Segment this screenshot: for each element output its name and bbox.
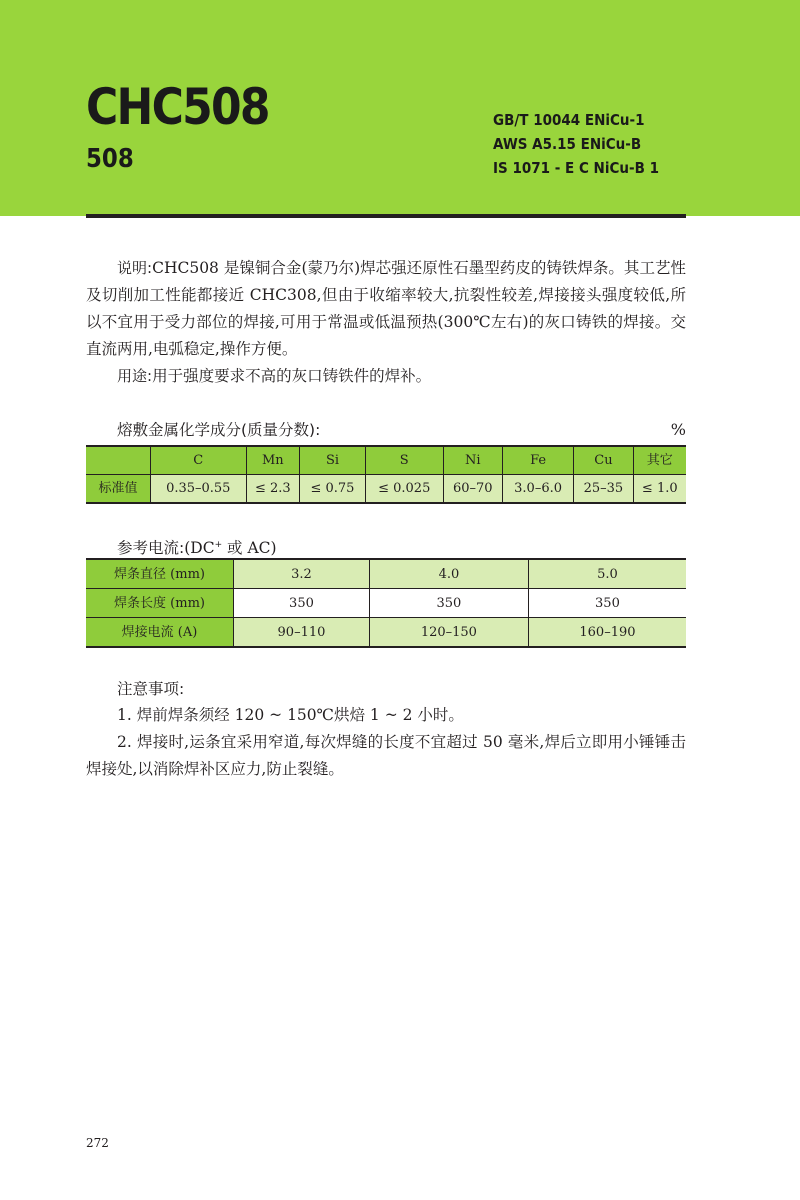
chemistry-row-label: 标准值 [86,475,151,504]
note-item: 2. 焊接时,运条宜采用窄道,每次焊缝的长度不宜超过 50 毫米,焊后立即用小锤锤击焊接处,以消除焊补区应力,防止裂缝。 [86,733,686,778]
chemistry-header-fe: Fe [502,446,573,475]
chemistry-header-cu: Cu [574,446,633,475]
page-number: 272 [86,1136,109,1150]
usage-paragraph [86,363,686,390]
current-cell: 90–110 [234,618,370,648]
notes-title: 注意事项: [117,680,185,698]
chemistry-title-row [86,417,686,443]
note-item: 1. 焊前焊条须经 120 ~ 150℃烘焙 1 ~ 2 小时。 [117,706,464,724]
chemistry-value-c: 0.35–0.55 [151,475,247,504]
current-title-row [86,532,686,558]
main-content [86,255,686,783]
description-paragraph [86,255,686,363]
chemistry-value-row [86,475,686,504]
standard-is: IS 1071 - E C NiCu-B 1 [493,159,659,177]
standard-gb: GB/T 10044 ENiCu-1 [493,111,645,129]
chemistry-header-s: S [365,446,443,475]
product-title: CHC508 [86,78,269,136]
chemistry-header-row [86,446,686,475]
header-rule [86,214,686,218]
product-subtitle: 508 [86,144,134,174]
chemistry-header-other: 其它 [633,446,686,475]
chemistry-unit: % [670,420,686,439]
current-row-label: 焊接电流 (A) [86,618,234,648]
current-title-rest: 或 AC) [222,539,277,558]
current-row-diameter [86,559,686,589]
chemistry-header-c: C [151,446,247,475]
current-cell: 350 [528,589,686,618]
chemistry-header-si: Si [300,446,366,475]
standard-aws: AWS A5.15 ENiCu-B [493,135,642,153]
chemistry-value-fe: 3.0–6.0 [502,475,573,504]
chemistry-title: 熔敷金属化学成分(质量分数): [117,421,321,439]
current-table [86,558,686,648]
current-cell: 4.0 [369,559,528,589]
current-cell: 160–190 [528,618,686,648]
standards-list [493,108,659,180]
chemistry-value-other: ≤ 1.0 [633,475,686,504]
chemistry-value-cu: 25–35 [574,475,633,504]
current-row-label: 焊条长度 (mm) [86,589,234,618]
chemistry-header-corner [86,446,151,475]
chemistry-value-mn: ≤ 2.3 [246,475,300,504]
current-title-open: (DC [184,539,215,558]
description-label: 说明: [117,259,153,277]
current-row-label: 焊条直径 (mm) [86,559,234,589]
chemistry-table [86,445,686,504]
chemistry-header-ni: Ni [443,446,502,475]
current-cell: 350 [234,589,370,618]
current-cell: 350 [369,589,528,618]
description-text: CHC508 是镍铜合金(蒙乃尔)焊芯强还原性石墨型药皮的铸铁焊条。其工艺性及切削加工性能都接近 CHC308,但由于收缩率较大,抗裂性较差,焊接接头强度较低,所以不宜用于受力部位的焊接,可用于常温或低温预热(300℃左右)的灰口铸铁的焊接。交直流两用,电弧稳定,操作方便。 [86,259,686,358]
current-row-length [86,589,686,618]
current-row-amperage [86,618,686,648]
current-cell: 5.0 [528,559,686,589]
chemistry-value-ni: 60–70 [443,475,502,504]
chemistry-header-mn: Mn [246,446,300,475]
current-cell: 120–150 [369,618,528,648]
usage-text: 用于强度要求不高的灰口铸铁件的焊补。 [152,367,432,385]
current-cell: 3.2 [234,559,370,589]
chemistry-value-si: ≤ 0.75 [300,475,366,504]
current-title-label: 参考电流: [117,539,185,558]
current-title-sup: + [214,540,223,550]
chemistry-value-s: ≤ 0.025 [365,475,443,504]
usage-label: 用途: [117,367,153,385]
current-title [117,532,277,561]
